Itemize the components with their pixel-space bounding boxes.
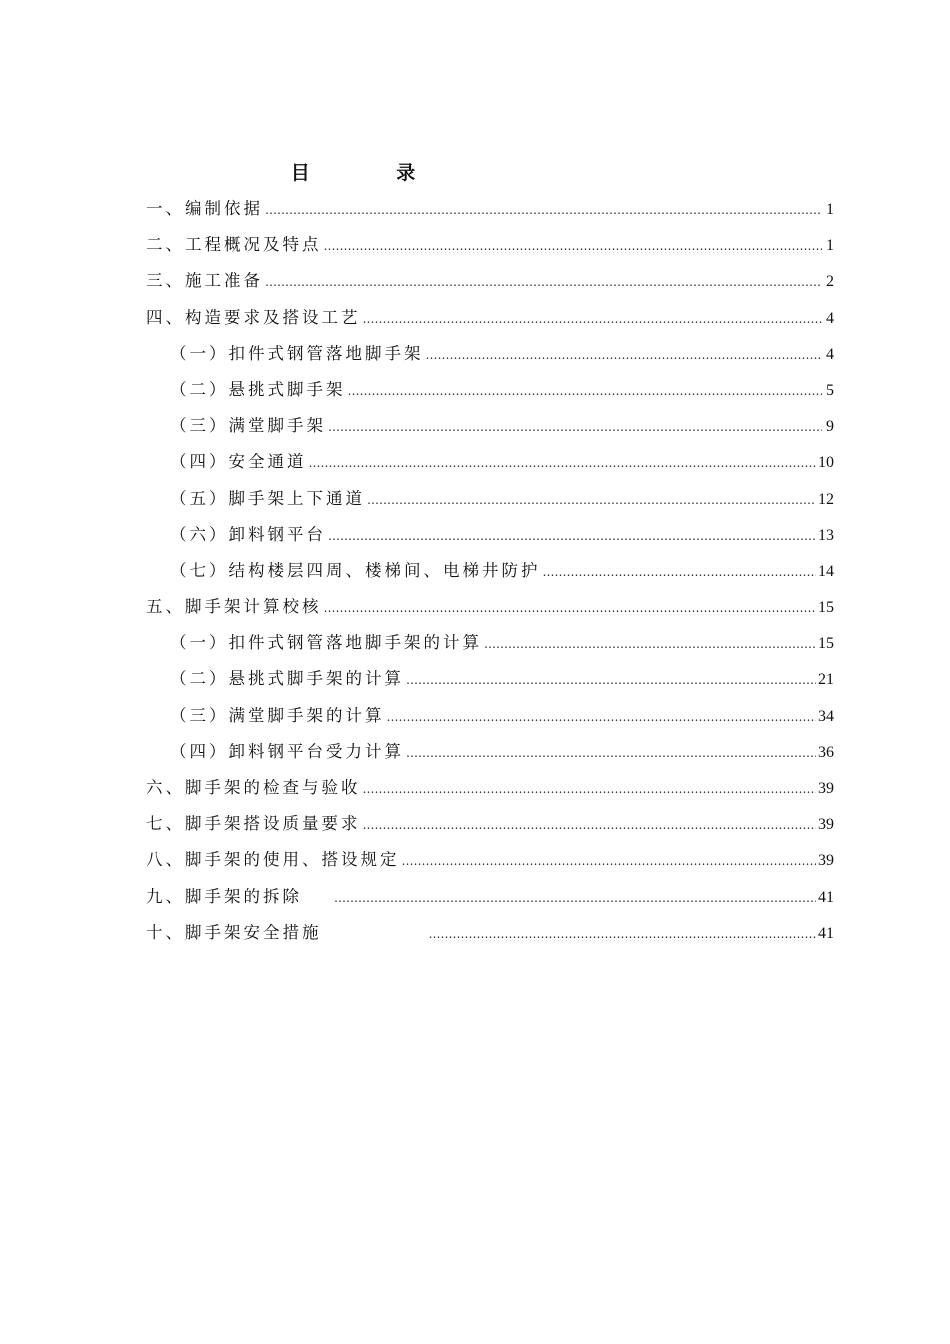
toc-subentry[interactable] (146, 336, 834, 372)
toc-dot-leader (406, 735, 816, 771)
toc-dot-leader (265, 192, 822, 228)
toc-dot-leader (363, 807, 817, 843)
toc-dot-leader (429, 916, 817, 952)
toc-entry-label: （二）悬挑式脚手架的计算 (170, 669, 404, 689)
toc-entry[interactable] (146, 879, 834, 915)
toc-entry-page: 10 (818, 454, 834, 472)
table-of-contents (146, 191, 834, 951)
toc-dot-leader (324, 228, 823, 264)
toc-entry-page: 39 (818, 816, 834, 834)
toc-entry-label: （一）扣件式钢管落地脚手架的计算 (170, 633, 482, 653)
toc-entry-page: 41 (818, 924, 834, 942)
toc-subentry[interactable] (146, 734, 834, 770)
toc-dot-leader (324, 590, 817, 626)
toc-entry-label: 二、工程概况及特点 (146, 235, 322, 255)
toc-entry-page: 39 (818, 780, 834, 797)
toc-entry-label: （五）脚手架上下通道 (170, 488, 365, 508)
toc-entry[interactable] (146, 806, 834, 842)
toc-dot-leader (387, 699, 817, 735)
toc-entry-page: 1 (826, 237, 834, 255)
toc-subentry[interactable] (146, 444, 834, 480)
toc-entry-label: （七）结构楼层四周、楼梯间、电梯井防护 (170, 560, 541, 580)
toc-entry-page: 14 (818, 562, 834, 580)
toc-subentry[interactable] (146, 553, 834, 589)
toc-entry-label: 五、脚手架计算校核 (146, 597, 322, 617)
toc-dot-leader (348, 373, 823, 409)
toc-subentry[interactable] (146, 698, 834, 734)
toc-entry-label: （三）满堂脚手架 (170, 416, 326, 436)
toc-entry-label: 九、脚手架的拆除 (146, 886, 302, 906)
toc-entry-page: 39 (818, 852, 834, 870)
toc-entry[interactable] (146, 227, 834, 263)
toc-dot-leader (265, 264, 822, 300)
toc-entry-page: 4 (826, 309, 834, 327)
toc-entry[interactable] (146, 842, 834, 878)
toc-dot-leader (334, 880, 816, 916)
toc-entry-page: 12 (818, 490, 834, 508)
toc-entry-page: 9 (826, 418, 834, 436)
toc-entry-label: （四）安全通道 (170, 452, 307, 472)
toc-dot-leader (406, 662, 816, 698)
toc-dot-leader (367, 482, 816, 518)
toc-dot-leader (363, 301, 823, 337)
toc-entry-page: 1 (826, 201, 834, 218)
toc-dot-leader (402, 843, 817, 879)
toc-entry-label: （三）满堂脚手架的计算 (170, 705, 385, 725)
toc-dot-leader (543, 554, 817, 590)
toc-entry-page: 15 (818, 599, 834, 617)
toc-entry-page: 2 (826, 273, 834, 291)
toc-entry[interactable] (146, 770, 834, 806)
toc-entry-label: 四、构造要求及搭设工艺 (146, 307, 361, 327)
toc-subentry[interactable] (146, 625, 834, 661)
toc-entry-page: 13 (818, 526, 834, 544)
toc-entry-label: 三、施工准备 (146, 271, 263, 291)
toc-dot-leader (484, 626, 816, 662)
toc-subentry[interactable] (146, 372, 834, 408)
toc-entry-page: 4 (826, 345, 834, 363)
toc-subentry[interactable] (146, 661, 834, 697)
toc-dot-leader (328, 518, 816, 554)
toc-entry-page: 5 (826, 381, 834, 399)
toc-entry-label: （二）悬挑式脚手架 (170, 379, 346, 399)
toc-title: 目 录 (290, 162, 456, 184)
toc-entry-label: 十、脚手架安全措施 (146, 922, 322, 942)
toc-entry-label: （四）卸料钢平台受力计算 (170, 741, 404, 761)
toc-entry[interactable] (146, 300, 834, 336)
toc-entry-page: 41 (818, 888, 834, 906)
toc-subentry[interactable] (146, 408, 834, 444)
toc-entry-label: 一、编制依据 (146, 199, 263, 218)
toc-entry[interactable] (146, 263, 834, 299)
toc-entry-label: 七、脚手架搭设质量要求 (146, 814, 361, 834)
toc-dot-leader (426, 337, 823, 373)
toc-entry-page: 34 (818, 707, 834, 725)
toc-subentry[interactable] (146, 481, 834, 517)
toc-dot-leader (363, 771, 817, 807)
toc-entry[interactable] (146, 191, 834, 227)
toc-entry-label: （六）卸料钢平台 (170, 524, 326, 544)
toc-entry[interactable] (146, 589, 834, 625)
toc-entry-label: 八、脚手架的使用、搭设规定 (146, 850, 400, 870)
toc-entry[interactable] (146, 915, 834, 951)
toc-entry-label: （一）扣件式钢管落地脚手架 (170, 343, 424, 363)
toc-entry-page: 36 (818, 743, 834, 761)
toc-entry-page: 15 (818, 635, 834, 653)
toc-dot-leader (328, 409, 822, 445)
toc-entry-page: 21 (818, 671, 834, 689)
toc-entry-label: 六、脚手架的检查与验收 (146, 778, 361, 797)
toc-dot-leader (309, 445, 817, 481)
toc-subentry[interactable] (146, 517, 834, 553)
